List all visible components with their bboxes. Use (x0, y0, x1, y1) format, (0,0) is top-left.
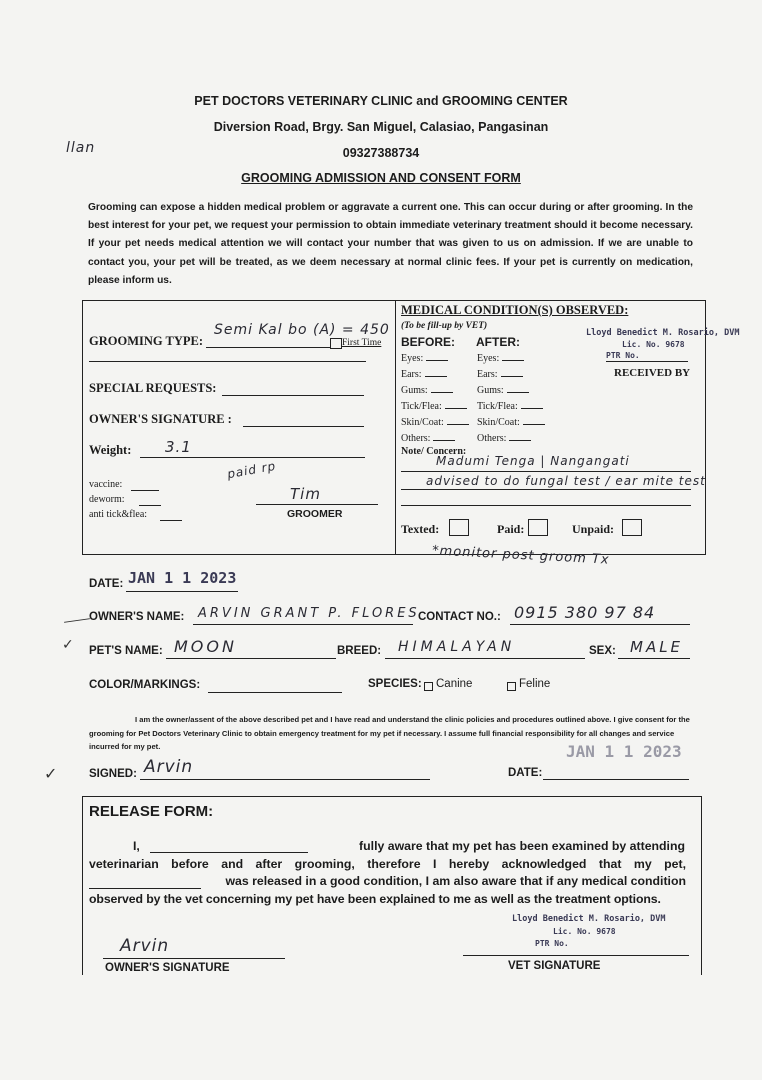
release-pet-name-field[interactable] (89, 888, 201, 889)
paid-checkbox[interactable] (528, 519, 548, 536)
paid-note: paid rp (226, 458, 278, 482)
after-label: AFTER: (476, 335, 520, 349)
unpaid-label: Unpaid: (572, 522, 615, 536)
before-item: Ears: (401, 367, 469, 383)
monitor-note: *monitor post groom Tx (431, 543, 610, 568)
vet-stamp-ptr: PTR No. (606, 351, 640, 360)
first-time-label: First Time (342, 338, 382, 348)
after-list (477, 351, 545, 447)
grooming-type-value[interactable]: Semi Kal bo (A) = 450 (214, 322, 390, 338)
canine-checkbox[interactable] (424, 682, 433, 691)
grooming-type-label: GROOMING TYPE: (89, 334, 204, 348)
sex-value[interactable]: MALE (630, 638, 684, 656)
before-list (401, 351, 469, 447)
after-item: Others: (477, 431, 545, 447)
intro-paragraph: Grooming can expose a hidden medical problem or aggravate a current one. This can occur during or after grooming. In the best interest for your pet, we request your permission to obtain immediate veterinary treatment should it become necessary. If your pet needs medical attention we will contact your number that was given to us on admission. If we are unable to contact you, your pet will be treated, as we deem necessary at normal clinic fees. If your pet is currently on medication, please inform us. (88, 202, 693, 286)
release-text-2: veterinarian before and after grooming, therefore I hereby acknowledged that my pet, (89, 857, 686, 871)
clinic-name: PET DOCTORS VETERINARY CLINIC and GROOMING CENTER (194, 94, 568, 108)
release-owner-signature-value[interactable]: Arvin (120, 936, 170, 956)
deworm-label: deworm: (89, 494, 125, 505)
signed-label: SIGNED: (89, 768, 137, 780)
before-item: Eyes: (401, 351, 469, 367)
after-item: Gums: (477, 383, 545, 399)
weight-value[interactable]: 3.1 (165, 438, 192, 456)
condition-blank[interactable] (447, 424, 469, 425)
texted-checkbox[interactable] (449, 519, 469, 536)
condition-blank[interactable] (507, 392, 529, 393)
texted-label: Texted: (401, 522, 440, 536)
check-mark-2: ✓ (62, 637, 75, 653)
color-markings-field[interactable] (208, 692, 342, 693)
feline-checkbox[interactable] (507, 682, 516, 691)
form-title: GROOMING ADMISSION AND CONSENT FORM (241, 171, 521, 185)
groomer-initials: Tim (290, 485, 321, 503)
condition-blank[interactable] (426, 360, 448, 361)
condition-blank[interactable] (433, 440, 455, 441)
medical-title: MEDICAL CONDITION(S) OBSERVED: (401, 303, 629, 317)
check-mark-1: ✓ (44, 764, 59, 783)
release-text-4: observed by the vet concerning my pet have been explained to me as well as the treatment options. (89, 892, 661, 906)
condition-blank[interactable] (431, 392, 453, 393)
condition-blank[interactable] (501, 376, 523, 377)
weight-label: Weight: (89, 443, 132, 457)
signed-date-label: DATE: (508, 767, 543, 779)
medical-subtitle: (To be fill-up by VET) (401, 321, 488, 331)
condition-blank[interactable] (502, 360, 524, 361)
release-stamp-ptr: PTR No. (535, 939, 569, 948)
release-owner-signature-label: OWNER'S SIGNATURE (105, 962, 230, 974)
species-label: SPECIES: (368, 678, 422, 690)
signed-date-value: JAN 1 1 2023 (566, 742, 682, 761)
received-by: RECEIVED BY (614, 367, 691, 379)
after-item: Tick/Flea: (477, 399, 545, 415)
consent-text: I am the owner/assent of the above described pet and I have read and understand the clinic policies and procedures outlined above. I give consent for the grooming for Pet Doctors Veterinary Clinic to obtain emergency treatment for my pet if necessary. I assume full financial responsibility for all changes and service incurred for my pet. (89, 715, 690, 751)
panel-divider (395, 300, 396, 554)
owner-marker (64, 618, 90, 623)
breed-value[interactable]: HIMALAYAN (398, 639, 516, 655)
after-item: Ears: (477, 367, 545, 383)
date-value[interactable]: JAN 1 1 2023 (128, 569, 237, 587)
special-requests-field[interactable] (222, 395, 364, 396)
margin-note: llan (66, 140, 96, 156)
owner-name-label: OWNER'S NAME: (89, 611, 185, 623)
date-label: DATE: (89, 578, 124, 590)
paid-label: Paid: (497, 522, 525, 536)
owner-signature-label: OWNER'S SIGNATURE : (89, 412, 232, 426)
breed-label: BREED: (337, 645, 382, 657)
condition-blank[interactable] (509, 440, 531, 441)
after-item: Eyes: (477, 351, 545, 367)
before-item: Others: (401, 431, 469, 447)
contact-label: CONTACT NO.: (418, 611, 501, 623)
release-text-i: I, (133, 839, 140, 853)
release-stamp-name: Lloyd Benedict M. Rosario, DVM (512, 914, 666, 924)
vet-stamp-lic: Lic. No. 9678 (622, 340, 685, 349)
note-line-1[interactable]: Madumi Tenga | Nangangati (436, 454, 630, 468)
release-owner-name-field[interactable] (150, 852, 308, 853)
color-markings-label: COLOR/MARKINGS: (89, 679, 201, 691)
after-item: Skin/Coat: (477, 415, 545, 431)
special-requests-label: SPECIAL REQUESTS: (89, 381, 217, 395)
release-title: RELEASE FORM: (89, 803, 214, 820)
condition-blank[interactable] (445, 408, 467, 409)
vet-stamp-name: Lloyd Benedict M. Rosario, DVM (586, 328, 740, 338)
feline-label: Feline (519, 678, 551, 690)
before-label: BEFORE: (401, 335, 455, 349)
owner-name-value[interactable]: ARVIN GRANT P. FLORES (198, 606, 420, 621)
release-text-3: was released in a good condition, I am also aware that if any medical condition (225, 874, 686, 888)
pet-name-value[interactable]: MOON (174, 637, 237, 656)
vaccine-label: vaccine: (89, 479, 123, 490)
condition-blank[interactable] (523, 424, 545, 425)
condition-blank[interactable] (425, 376, 447, 377)
canine-label: Canine (436, 678, 473, 690)
release-stamp-lic: Lic. No. 9678 (553, 927, 616, 936)
condition-blank[interactable] (521, 408, 543, 409)
groomer-label: GROOMER (287, 508, 343, 520)
note-line-2[interactable]: advised to do fungal test / ear mite test (426, 474, 706, 488)
before-item: Tick/Flea: (401, 399, 469, 415)
contact-value[interactable]: 0915 380 97 84 (514, 603, 656, 622)
pet-name-label: PET'S NAME: (89, 645, 163, 657)
release-text-1: fully aware that my pet has been examined by attending (359, 839, 685, 853)
first-time-checkbox[interactable] (330, 338, 342, 349)
before-item: Skin/Coat: (401, 415, 469, 431)
owner-signature-field[interactable] (243, 426, 364, 427)
vet-signature-field[interactable] (463, 955, 689, 956)
unpaid-checkbox[interactable] (622, 519, 642, 536)
clinic-address: Diversion Road, Brgy. San Miguel, Calasiao, Pangasinan (213, 120, 549, 134)
note-label: Note/ Concern: (401, 446, 467, 457)
anti-tick-label: anti tick&flea: (89, 509, 148, 520)
vet-signature-label: VET SIGNATURE (508, 960, 601, 972)
signed-value[interactable]: Arvin (144, 757, 194, 777)
clinic-phone: 09327388734 (342, 146, 420, 160)
before-item: Gums: (401, 383, 469, 399)
sex-label: SEX: (589, 645, 616, 657)
